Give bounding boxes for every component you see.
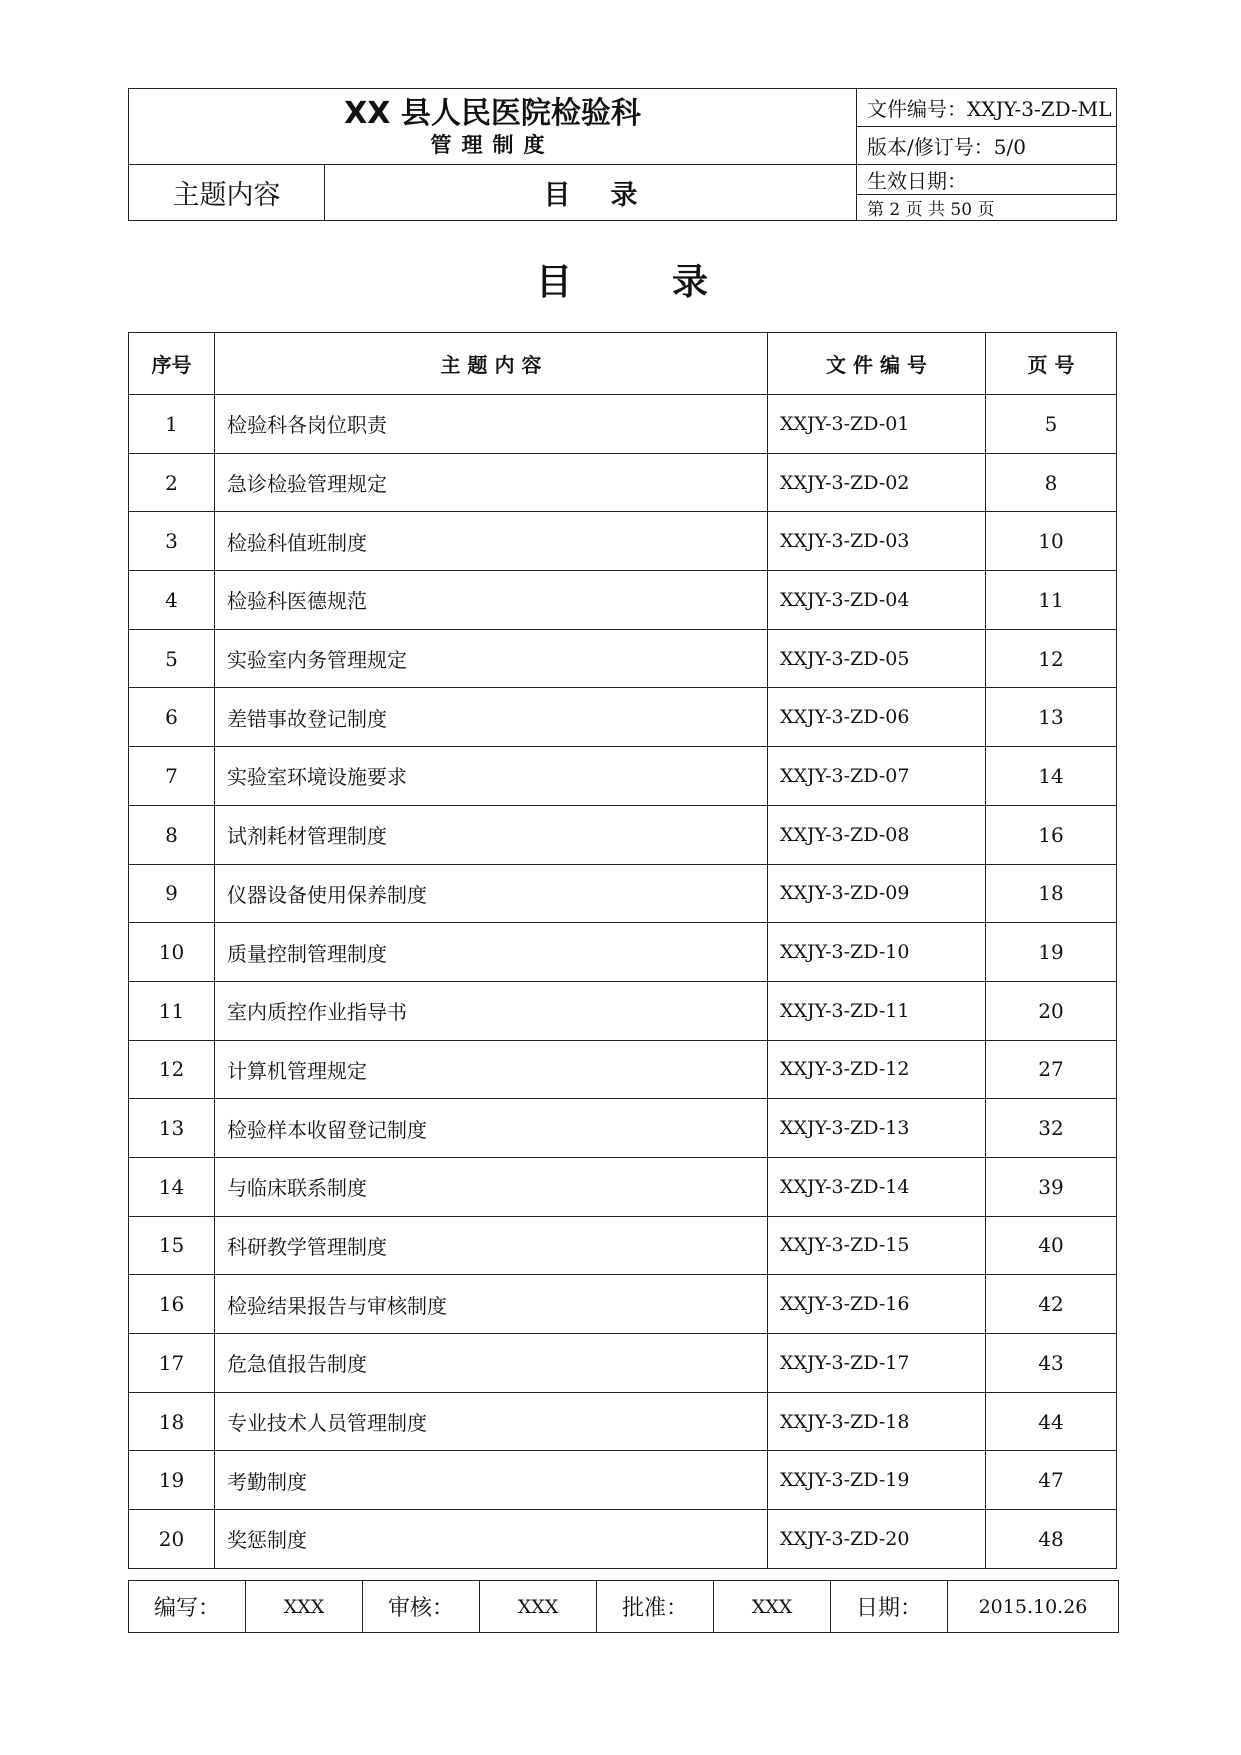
- row-title: 科研教学管理制度: [215, 1216, 768, 1275]
- toc-row: [129, 805, 1117, 864]
- header-no: 序号: [129, 333, 215, 395]
- toc-table: [128, 332, 1117, 1569]
- subject-label: 主题内容: [129, 165, 325, 221]
- row-page: 10: [986, 512, 1117, 571]
- row-code: XXJY-3-ZD-16: [768, 1275, 986, 1334]
- header-page: 页 号: [986, 333, 1117, 395]
- page-info: 第 2 页 共 50 页: [857, 195, 1117, 221]
- row-title: 实验室内务管理规定: [215, 629, 768, 688]
- version-number: 版本/修订号：5/0: [857, 127, 1117, 165]
- row-code: XXJY-3-ZD-19: [768, 1451, 986, 1510]
- approve-label: 批准：: [597, 1581, 714, 1633]
- row-page: 5: [986, 395, 1117, 454]
- row-page: 13: [986, 688, 1117, 747]
- row-title: 检验样本收留登记制度: [215, 1099, 768, 1158]
- row-number: 20: [129, 1510, 215, 1569]
- row-number: 18: [129, 1392, 215, 1451]
- written-label: 编写：: [129, 1581, 246, 1633]
- row-title: 质量控制管理制度: [215, 923, 768, 982]
- row-title: 奖惩制度: [215, 1510, 768, 1569]
- row-page: 47: [986, 1451, 1117, 1510]
- approve-value: XXX: [714, 1581, 831, 1633]
- row-code: XXJY-3-ZD-11: [768, 981, 986, 1040]
- toc-row: [129, 1392, 1117, 1451]
- row-title: 专业技术人员管理制度: [215, 1392, 768, 1451]
- row-title: 与临床联系制度: [215, 1157, 768, 1216]
- row-code: XXJY-3-ZD-10: [768, 923, 986, 982]
- file-number: 文件编号：XXJY-3-ZD-ML: [857, 89, 1117, 127]
- row-page: 32: [986, 1099, 1117, 1158]
- row-title: 仪器设备使用保养制度: [215, 864, 768, 923]
- row-code: XXJY-3-ZD-17: [768, 1334, 986, 1393]
- row-code: XXJY-3-ZD-05: [768, 629, 986, 688]
- toc-row: [129, 923, 1117, 982]
- row-number: 13: [129, 1099, 215, 1158]
- row-title: 检验科值班制度: [215, 512, 768, 571]
- row-page: 18: [986, 864, 1117, 923]
- row-code: XXJY-3-ZD-20: [768, 1510, 986, 1569]
- row-number: 9: [129, 864, 215, 923]
- toc-row: [129, 1216, 1117, 1275]
- toc-row: [129, 453, 1117, 512]
- row-number: 1: [129, 395, 215, 454]
- row-title: 危急值报告制度: [215, 1334, 768, 1393]
- toc-row: [129, 571, 1117, 630]
- row-page: 40: [986, 1216, 1117, 1275]
- row-page: 12: [986, 629, 1117, 688]
- row-number: 8: [129, 805, 215, 864]
- row-title: 检验科各岗位职责: [215, 395, 768, 454]
- row-title: 检验科医德规范: [215, 571, 768, 630]
- toc-header-row: [129, 333, 1117, 395]
- row-page: 39: [986, 1157, 1117, 1216]
- row-number: 10: [129, 923, 215, 982]
- row-number: 4: [129, 571, 215, 630]
- row-page: 43: [986, 1334, 1117, 1393]
- toc-row: [129, 1334, 1117, 1393]
- row-page: 44: [986, 1392, 1117, 1451]
- row-title: 差错事故登记制度: [215, 688, 768, 747]
- row-number: 11: [129, 981, 215, 1040]
- row-title: 检验结果报告与审核制度: [215, 1275, 768, 1334]
- row-title: 试剂耗材管理制度: [215, 805, 768, 864]
- row-number: 7: [129, 747, 215, 806]
- toc-row: [129, 1510, 1117, 1569]
- row-title: 实验室环境设施要求: [215, 747, 768, 806]
- row-title: 考勤制度: [215, 1451, 768, 1510]
- row-number: 12: [129, 1040, 215, 1099]
- row-title: 急诊检验管理规定: [215, 453, 768, 512]
- row-page: 11: [986, 571, 1117, 630]
- toc-row: [129, 395, 1117, 454]
- review-value: XXX: [480, 1581, 597, 1633]
- row-number: 6: [129, 688, 215, 747]
- row-code: XXJY-3-ZD-01: [768, 395, 986, 454]
- row-code: XXJY-3-ZD-06: [768, 688, 986, 747]
- row-code: XXJY-3-ZD-04: [768, 571, 986, 630]
- row-number: 3: [129, 512, 215, 571]
- row-page: 48: [986, 1510, 1117, 1569]
- row-code: XXJY-3-ZD-14: [768, 1157, 986, 1216]
- row-number: 15: [129, 1216, 215, 1275]
- title-cell: [129, 89, 857, 165]
- row-code: XXJY-3-ZD-18: [768, 1392, 986, 1451]
- system-name: 管理制度: [430, 132, 555, 157]
- row-number: 5: [129, 629, 215, 688]
- toc-row: [129, 747, 1117, 806]
- row-code: XXJY-3-ZD-13: [768, 1099, 986, 1158]
- row-page: 14: [986, 747, 1117, 806]
- subject-value: 目录: [325, 165, 857, 221]
- toc-row: [129, 1275, 1117, 1334]
- row-number: 16: [129, 1275, 215, 1334]
- row-page: 16: [986, 805, 1117, 864]
- toc-row: [129, 688, 1117, 747]
- header-code: 文 件 编 号: [768, 333, 986, 395]
- toc-row: [129, 512, 1117, 571]
- effective-date: 生效日期：: [857, 165, 1117, 195]
- page-title: 目录: [535, 262, 808, 303]
- row-number: 17: [129, 1334, 215, 1393]
- row-title: 室内质控作业指导书: [215, 981, 768, 1040]
- review-label: 审核：: [363, 1581, 480, 1633]
- row-page: 20: [986, 981, 1117, 1040]
- row-code: XXJY-3-ZD-07: [768, 747, 986, 806]
- document-header: [128, 88, 1117, 221]
- toc-row: [129, 864, 1117, 923]
- row-code: XXJY-3-ZD-12: [768, 1040, 986, 1099]
- row-page: 19: [986, 923, 1117, 982]
- row-code: XXJY-3-ZD-15: [768, 1216, 986, 1275]
- toc-row: [129, 629, 1117, 688]
- row-page: 27: [986, 1040, 1117, 1099]
- toc-row: [129, 1040, 1117, 1099]
- row-code: XXJY-3-ZD-08: [768, 805, 986, 864]
- signoff-table: [128, 1580, 1119, 1633]
- row-code: XXJY-3-ZD-09: [768, 864, 986, 923]
- date-value: 2015.10.26: [948, 1581, 1119, 1633]
- row-number: 14: [129, 1157, 215, 1216]
- written-value: XXX: [246, 1581, 363, 1633]
- row-code: XXJY-3-ZD-03: [768, 512, 986, 571]
- row-number: 19: [129, 1451, 215, 1510]
- row-page: 8: [986, 453, 1117, 512]
- row-code: XXJY-3-ZD-02: [768, 453, 986, 512]
- row-number: 2: [129, 453, 215, 512]
- toc-row: [129, 981, 1117, 1040]
- date-label: 日期：: [831, 1581, 948, 1633]
- hospital-name: XX 县人民医院检验科: [344, 95, 641, 131]
- toc-row: [129, 1451, 1117, 1510]
- row-page: 42: [986, 1275, 1117, 1334]
- toc-row: [129, 1157, 1117, 1216]
- toc-row: [129, 1099, 1117, 1158]
- row-title: 计算机管理规定: [215, 1040, 768, 1099]
- header-title: 主 题 内 容: [215, 333, 768, 395]
